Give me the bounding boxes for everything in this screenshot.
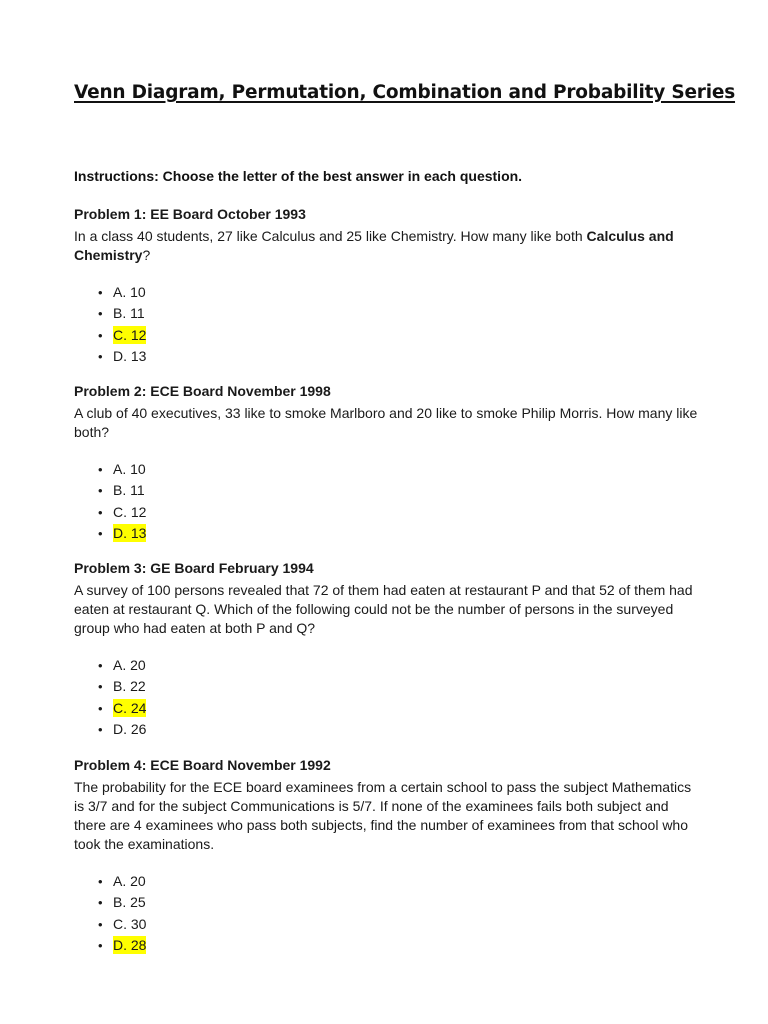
choice-label: A. 10 <box>113 284 146 300</box>
choice-item <box>98 325 698 346</box>
bullet-icon: • <box>98 525 103 541</box>
bullet-icon: • <box>98 504 103 520</box>
problem-question <box>74 227 698 265</box>
bullet-icon: • <box>98 483 103 499</box>
problem-heading: Problem 2: ECE Board November 1998 <box>74 383 331 399</box>
choice-label: B. 11 <box>113 305 145 322</box>
question-bold-text: Calculus and Chemistry <box>74 228 674 263</box>
problem-3 <box>74 559 698 740</box>
choice-label: D. 13 <box>113 347 147 364</box>
choice-item <box>98 502 698 523</box>
problem-question: A survey of 100 persons revealed that 72 of them had eaten at restaurant P and that 52 of them had eaten at restaurant Q. Which of the following could not be the number of persons in the surveyed group who had eaten at both P and Q? <box>74 582 693 636</box>
choice-label: A. 20 <box>113 873 146 889</box>
choice-item <box>98 719 698 740</box>
choice-label: B. 22 <box>113 678 146 695</box>
bullet-icon: • <box>98 937 103 953</box>
problem-heading: Problem 1: EE Board October 1993 <box>74 206 306 222</box>
choice-list <box>74 282 698 367</box>
choice-item <box>98 676 698 697</box>
bullet-icon: • <box>98 658 103 673</box>
choice-label: C. 30 <box>113 915 147 932</box>
document-title: Venn Diagram, Permutation, Combination and Probability Series <box>74 82 736 103</box>
bullet-icon: • <box>98 462 103 477</box>
choice-list <box>74 655 698 740</box>
bullet-icon: • <box>98 679 103 695</box>
choice-label: B. 25 <box>113 894 146 911</box>
choice-list <box>74 459 698 544</box>
choice-item <box>98 303 698 324</box>
problem-question: A club of 40 executives, 33 like to smoke Marlboro and 20 like to smoke Philip Morris. How many like both? <box>74 405 698 440</box>
choice-item <box>98 346 698 367</box>
problem-question: The probability for the ECE board examinees from a certain school to pass the subject Mathematics is 3/7 and for the subject Communications is 5/7. If none of the examinees fails both subject and there are 4 examinees who pass both subjects, find the number of examinees from that school who took the examinations. <box>74 779 692 852</box>
choice-item <box>98 914 698 935</box>
choice-label: D. 26 <box>113 720 147 737</box>
choice-item <box>98 892 698 913</box>
choice-label: D. 28 <box>113 936 147 953</box>
choice-label: B. 11 <box>113 482 145 499</box>
bullet-icon: • <box>98 348 103 364</box>
problem-4 <box>74 756 698 956</box>
bullet-icon: • <box>98 916 103 932</box>
choice-label: C. 24 <box>113 699 147 716</box>
problem-heading: Problem 3: GE Board February 1994 <box>74 560 314 576</box>
choice-item <box>98 935 698 956</box>
question-text: In a class 40 students, 27 like Calculus and 25 like Chemistry. How many like both <box>74 228 587 244</box>
bullet-icon: • <box>98 721 103 737</box>
choice-item <box>98 871 698 892</box>
choice-list <box>74 871 698 956</box>
bullet-icon: • <box>98 895 103 911</box>
problem-heading: Problem 4: ECE Board November 1992 <box>74 757 331 773</box>
problem-1 <box>74 205 698 367</box>
problem-2 <box>74 382 698 544</box>
question-text-end: ? <box>142 247 151 263</box>
choice-item <box>98 655 698 676</box>
choice-item <box>98 480 698 501</box>
bullet-icon: • <box>98 327 103 343</box>
choice-item <box>98 698 698 719</box>
choice-item <box>98 282 698 303</box>
instructions-text: Instructions: Choose the letter of the best answer in each question. <box>74 168 523 184</box>
choice-label: D. 13 <box>113 524 147 541</box>
bullet-icon: • <box>98 874 103 889</box>
choice-label: C. 12 <box>113 503 147 520</box>
choice-item <box>98 459 698 480</box>
choice-label: C. 12 <box>113 326 147 343</box>
bullet-icon: • <box>98 285 103 300</box>
choice-item <box>98 523 698 544</box>
choice-label: A. 20 <box>113 657 146 673</box>
bullet-icon: • <box>98 306 103 322</box>
choice-label: A. 10 <box>113 461 146 477</box>
bullet-icon: • <box>98 700 103 716</box>
